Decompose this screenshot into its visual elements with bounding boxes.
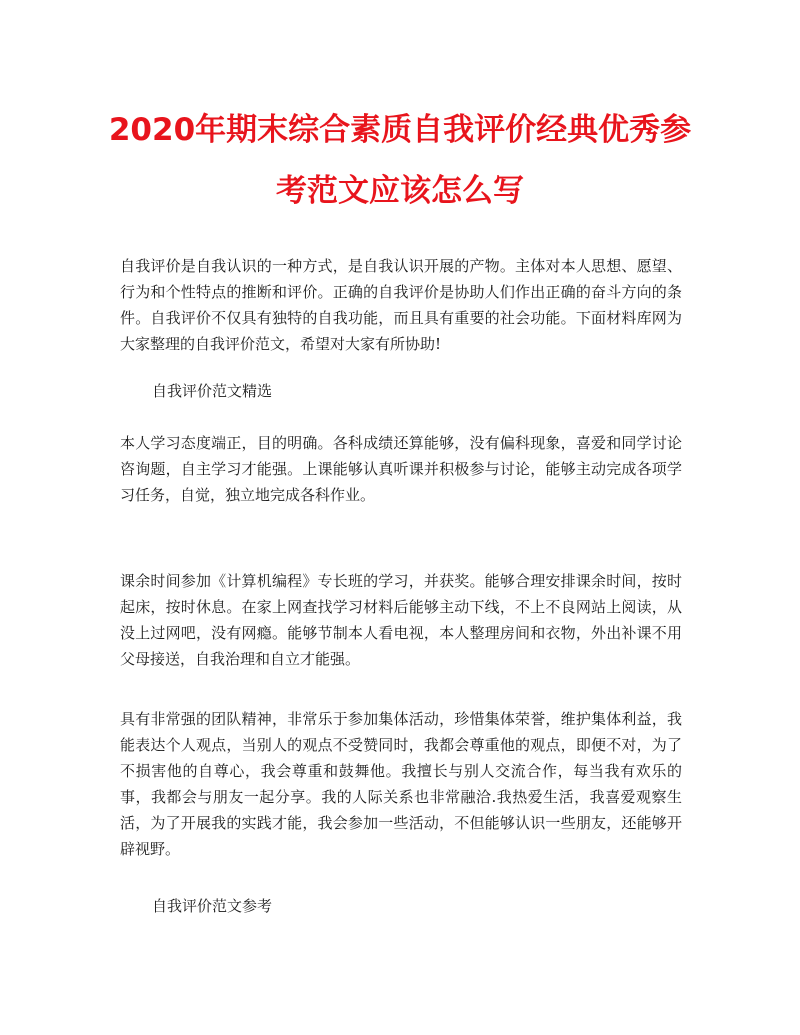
study-attitude-paragraph: 本人学习态度端正，目的明确。各科成绩还算能够，没有偏科现象，喜爱和同学讨论咨询题，自主学习才能强。上课能够认真听课并积极参与讨论，能够主动完成各项学习任务，自觉，独立地完成各科作业。 xyxy=(120,434,682,504)
document-title-line-2: 考范文应该怎么写 xyxy=(276,173,524,209)
section-heading-reference: 自我评价范文参考 xyxy=(152,897,273,915)
section-heading-selected: 自我评价范文精选 xyxy=(152,382,273,400)
extracurricular-paragraph: 课余时间参加《计算机编程》专长班的学习，并获奖。能够合理安排课余时间，按时起床，按时休息。在家上网查找学习材料后能够主动下线，不上不良网站上阅读，从没上过网吧，没有网瘾。能够节制本人看电视，本人整理房间和衣物，外出补课不用父母接送，自我治理和自立才能强。 xyxy=(120,572,682,668)
document-title-line-1: 2020年期末综合素质自我评价经典优秀参 xyxy=(108,112,692,148)
intro-paragraph: 自我评价是自我认识的一种方式，是自我认识开展的产物。主体对本人思想、愿望、行为和个性特点的推断和评价。正确的自我评价是协助人们作出正确的奋斗方向的条件。自我评价不仅具有独特的自我功能，而且具有重要的社会功能。下面材料库网为大家整理的自我评价范文，希望对大家有所协助! xyxy=(120,257,682,353)
teamwork-paragraph: 具有非常强的团队精神，非常乐于参加集体活动，珍惜集体荣誉，维护集体利益，我能表达个人观点，当别人的观点不受赞同时，我都会尊重他的观点，即便不对，为了不损害他的自尊心，我会尊重和鼓舞他。我擅长与别人交流合作，每当我有欢乐的事，我都会与朋友一起分享。我的人际关系也非常融洽.我热爱生活，我喜爱观察生活，为了开展我的实践才能，我会参加一些活动，不但能够认识一些朋友，还能够开辟视野。 xyxy=(120,710,682,858)
